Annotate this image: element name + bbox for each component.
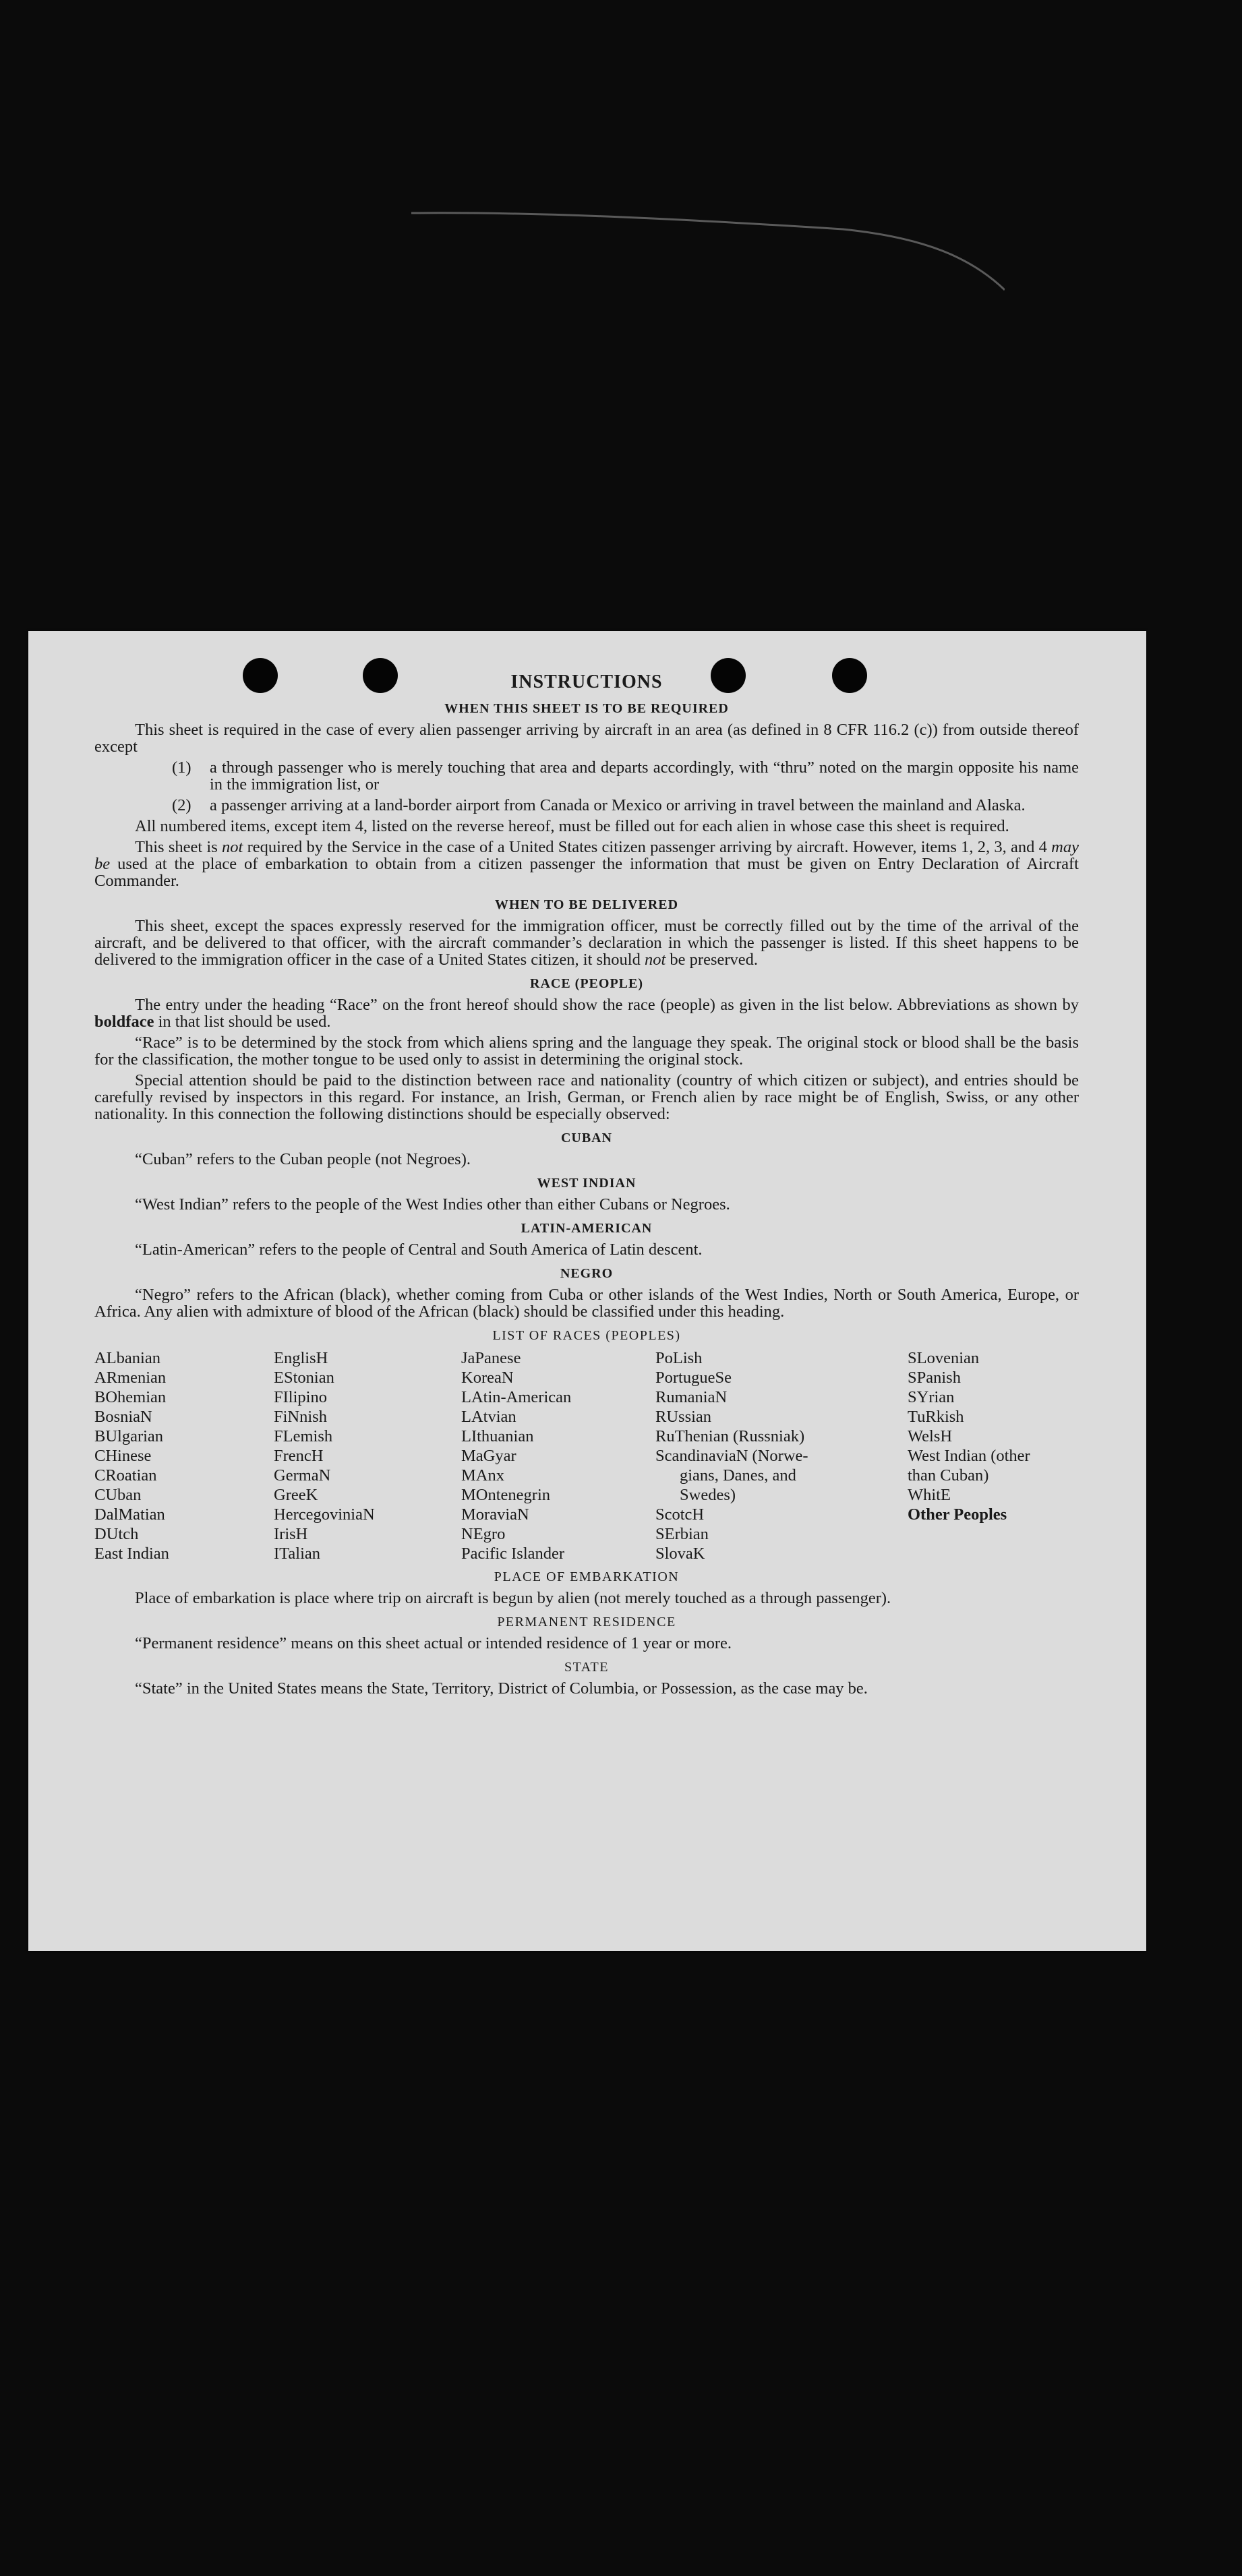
delivered-paragraph bbox=[94, 918, 1079, 968]
race-text-bold: boldface bbox=[94, 1013, 154, 1031]
exception-item bbox=[172, 797, 1079, 814]
race-entry: Other Peoples bbox=[908, 1505, 1007, 1524]
races-list bbox=[94, 1348, 1079, 1561]
races-column bbox=[655, 1348, 808, 1563]
delivered-text-end: be preserved. bbox=[666, 951, 759, 969]
west-indian-text: “West Indian” refers to the people of the West Indies other than either Cubans or Negroes. bbox=[135, 1195, 730, 1214]
exception-item bbox=[172, 759, 1079, 793]
races-column bbox=[908, 1348, 1030, 1524]
race-entry: MOntenegrin bbox=[461, 1486, 550, 1504]
exception-number: (2) bbox=[172, 796, 191, 814]
negro-text: “Negro” refers to the African (black), whether coming from Cuba or other islands of the West Indies, North or South America, Europe, or Africa. Any alien with admixture of blood of the African (black) should be classified under this heading. bbox=[94, 1286, 1079, 1321]
race-text-b: in that list should be used. bbox=[154, 1013, 331, 1031]
race-entry: RumaniaN bbox=[655, 1388, 728, 1406]
section-heading-latin-american: LATIN-AMERICAN bbox=[521, 1221, 653, 1236]
section-heading-race: RACE (PEOPLE) bbox=[530, 976, 643, 991]
sheet-content bbox=[94, 671, 1079, 1701]
residence-text: “Permanent residence” means on this sheet actual or intended residence of 1 year or more. bbox=[135, 1634, 732, 1652]
race-entry: West Indian (other bbox=[908, 1447, 1030, 1465]
citizen-text-emphasis-2: may be bbox=[94, 838, 1079, 873]
race-paragraph-3: Special attention should be paid to the distinction between race and nationality (country of which citizen or subject), and entries should be carefully revised by inspectors in this regard. For instance, an Irish, German, or French alien by race might be of English, Swiss, or any other nationality. In this connection the following distinctions should be especially observed: bbox=[94, 1071, 1079, 1123]
race-entry: LAtin-American bbox=[461, 1388, 572, 1406]
section-heading-embarkation: PLACE OF EMBARKATION bbox=[494, 1569, 680, 1584]
race-entry: than Cuban) bbox=[908, 1466, 989, 1485]
numbered-items-paragraph: All numbered items, except item 4, listed on the reverse hereof, must be filled out for each alien in whose case this sheet is required. bbox=[135, 817, 1009, 835]
race-entry: Swedes) bbox=[680, 1486, 736, 1504]
race-entry: ScotcH bbox=[655, 1505, 705, 1524]
race-entry: DalMatian bbox=[94, 1505, 165, 1524]
race-entry: Pacific Islander bbox=[461, 1545, 565, 1563]
exception-text: a passenger arriving at a land-border airport from Canada or Mexico or arriving in travel between the mainland and Alaska. bbox=[210, 796, 1026, 814]
race-entry: SPanish bbox=[908, 1369, 961, 1387]
embarkation-text: Place of embarkation is place where trip on aircraft is begun by alien (not merely touched as a through passenger). bbox=[135, 1589, 891, 1607]
race-text-a: The entry under the heading “Race” on the front hereof should show the race (people) as given in the list below. Abbreviations as shown by bbox=[135, 996, 1079, 1014]
race-entry: GreeK bbox=[274, 1486, 318, 1504]
section-heading-delivered: WHEN TO BE DELIVERED bbox=[494, 897, 679, 912]
race-entry: BOhemian bbox=[94, 1388, 167, 1406]
race-entry: PoLish bbox=[655, 1349, 703, 1367]
race-entry: WhitE bbox=[908, 1486, 951, 1504]
exception-text: a through passenger who is merely touching that area and departs accordingly, with “thru” noted on the margin opposite his name in the immigration list, or bbox=[210, 758, 1079, 793]
latin-american-text: “Latin-American” refers to the people of Central and South America of Latin descent. bbox=[135, 1240, 703, 1259]
race-entry: KoreaN bbox=[461, 1369, 514, 1387]
race-entry: DUtch bbox=[94, 1525, 139, 1543]
race-entry: BosniaN bbox=[94, 1408, 152, 1426]
exception-number: (1) bbox=[172, 758, 191, 777]
race-entry: TuRkish bbox=[908, 1408, 964, 1426]
race-entry: gians, Danes, and bbox=[680, 1466, 796, 1485]
races-column bbox=[274, 1348, 375, 1563]
delivered-text: This sheet, except the spaces expressly reserved for the immigration officer, must be correctly filled out by the time of the arrival of the aircraft, and be delivered to that officer, with the aircraft commander’s declaration in which the passenger is listed. If this sheet happens to be delivered to the immigration officer in the case of a United States citizen, it should bbox=[94, 917, 1079, 969]
citizen-text-1: This sheet is bbox=[135, 838, 223, 856]
race-entry: LAtvian bbox=[461, 1408, 516, 1426]
page-title: INSTRUCTIONS bbox=[510, 671, 663, 692]
section-heading-state: STATE bbox=[564, 1660, 609, 1675]
race-entry: FiNnish bbox=[274, 1408, 327, 1426]
race-entry: RUssian bbox=[655, 1408, 712, 1426]
race-entry: BUlgarian bbox=[94, 1427, 164, 1445]
race-entry: CUban bbox=[94, 1486, 142, 1504]
race-entry: MaGyar bbox=[461, 1447, 516, 1465]
section-heading-negro: NEGRO bbox=[560, 1266, 614, 1281]
race-entry: EnglisH bbox=[274, 1349, 328, 1367]
instruction-sheet bbox=[28, 631, 1146, 1951]
race-entry: SErbian bbox=[655, 1525, 709, 1543]
race-entry: East Indian bbox=[94, 1545, 169, 1563]
section-heading-west-indian: WEST INDIAN bbox=[537, 1176, 637, 1191]
race-entry: FrencH bbox=[274, 1447, 324, 1465]
race-entry: SYrian bbox=[908, 1388, 955, 1406]
race-paragraph-1 bbox=[94, 996, 1079, 1030]
race-entry: EStonian bbox=[274, 1369, 334, 1387]
race-paragraph-2: “Race” is to be determined by the stock from which aliens spring and the language they speak. The original stock or blood shall be the basis for the classification, the mother tongue to be used only to assist in determining the original stock. bbox=[94, 1034, 1079, 1069]
race-entry: CHinese bbox=[94, 1447, 152, 1465]
race-entry: LIthuanian bbox=[461, 1427, 534, 1445]
race-entry: HercegoviniaN bbox=[274, 1505, 375, 1524]
race-entry: RuThenian (Russniak) bbox=[655, 1427, 805, 1445]
race-entry: MoraviaN bbox=[461, 1505, 529, 1524]
citizen-text-3: used at the place of embarkation to obtain from a citizen passenger the information that must be given on Entry Declaration of Aircraft Commander. bbox=[94, 855, 1079, 890]
required-intro: This sheet is required in the case of every alien passenger arriving by aircraft in an area (as defined in 8 CFR 116.2 (c)) from outside thereof except bbox=[94, 721, 1079, 756]
section-heading-required: WHEN THIS SHEET IS TO BE REQUIRED bbox=[444, 701, 729, 716]
state-text: “State” in the United States means the State, Territory, District of Columbia, or Possession, as the case may be. bbox=[135, 1679, 868, 1698]
race-entry: IrisH bbox=[274, 1525, 308, 1543]
race-entry: SLovenian bbox=[908, 1349, 980, 1367]
section-heading-cuban: CUBAN bbox=[560, 1131, 613, 1145]
race-entry: FLemish bbox=[274, 1427, 333, 1445]
races-column bbox=[461, 1348, 571, 1563]
citizen-text-emphasis: not bbox=[222, 838, 243, 856]
section-heading-races-list: LIST OF RACES (PEOPLES) bbox=[492, 1328, 681, 1343]
race-entry: MAnx bbox=[461, 1466, 504, 1485]
delivered-emphasis: not bbox=[644, 951, 666, 969]
race-entry: JaPanese bbox=[461, 1349, 521, 1367]
race-entry: FIlipino bbox=[274, 1388, 327, 1406]
race-entry: SlovaK bbox=[655, 1545, 705, 1563]
race-entry: ScandinaviaN (Norwe- bbox=[655, 1447, 808, 1465]
race-entry: NEgro bbox=[461, 1525, 506, 1543]
citizen-paragraph bbox=[94, 839, 1079, 889]
cuban-text: “Cuban” refers to the Cuban people (not Negroes). bbox=[135, 1150, 471, 1168]
citizen-text-2: required by the Service in the case of a United States citizen passenger arriving by aircraft. However, items 1, 2, 3, and 4 bbox=[243, 838, 1052, 856]
race-entry: CRoatian bbox=[94, 1466, 157, 1485]
race-entry: ALbanian bbox=[94, 1349, 160, 1367]
races-column bbox=[94, 1348, 169, 1563]
race-entry: GermaN bbox=[274, 1466, 331, 1485]
section-heading-residence: PERMANENT RESIDENCE bbox=[497, 1615, 676, 1629]
race-entry: PortugueSe bbox=[655, 1369, 732, 1387]
race-entry: ARmenian bbox=[94, 1369, 167, 1387]
film-scratch bbox=[411, 210, 1005, 291]
race-entry: ITalian bbox=[274, 1545, 321, 1563]
race-entry: WelsH bbox=[908, 1427, 953, 1445]
